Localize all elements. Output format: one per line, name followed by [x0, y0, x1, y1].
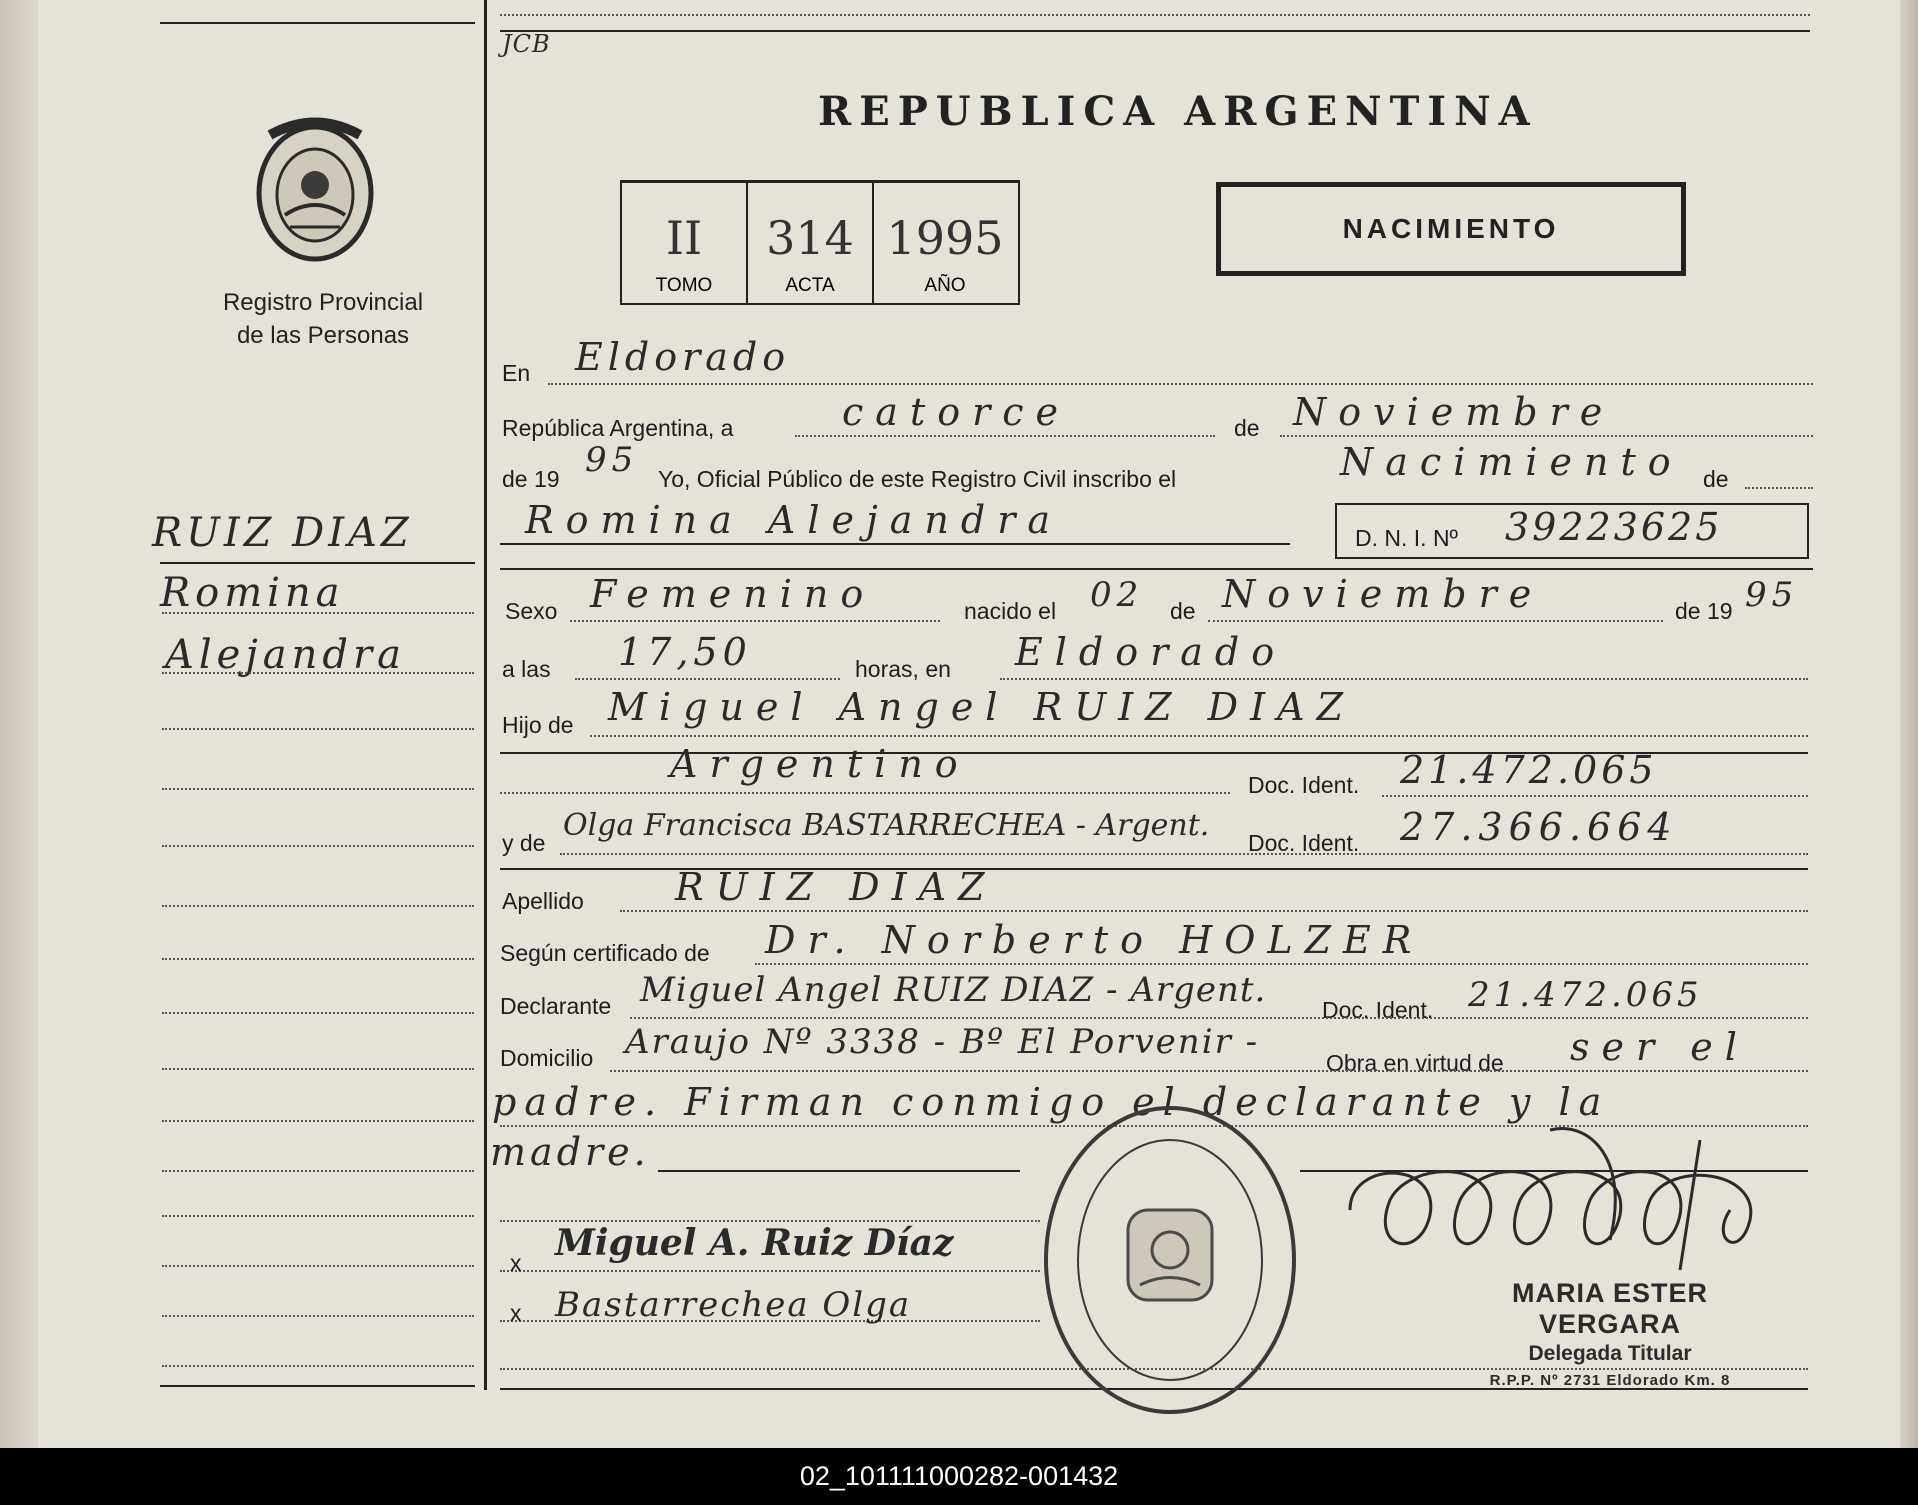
declarante-value: Miguel Angel RUIZ DIAZ - Argent.: [640, 970, 1267, 1010]
year-prefix: de 19: [502, 466, 560, 492]
acta-value: 314: [766, 211, 854, 265]
declarante-doc: 21.472.065: [1468, 975, 1703, 1015]
oficial-text: Yo, Oficial Público de este Registro Civil inscribo el: [658, 466, 1177, 492]
year-registered: 95: [585, 440, 639, 480]
doc-label-mother: Doc. Ident.: [1248, 830, 1360, 856]
dni-label: D. N. I. Nº: [1355, 525, 1458, 551]
acta-cell: [748, 183, 874, 303]
officer-signature-icon: [1330, 1120, 1810, 1290]
act-type-line: [1745, 487, 1813, 489]
en-value: Eldorado: [575, 335, 791, 379]
left-surname-rule: [160, 562, 475, 564]
day-line: [795, 435, 1215, 437]
left-dotted-15: [162, 1365, 474, 1367]
registry-name: [190, 286, 456, 352]
en-line: [548, 383, 1813, 385]
birth-day: 02: [1090, 575, 1144, 615]
left-dotted-5: [162, 845, 474, 847]
republica-label: República Argentina, a: [502, 415, 734, 441]
left-dotted-3: [162, 728, 474, 730]
cert-value: Dr. Norberto HOLZER: [765, 918, 1424, 962]
apellido-value: RUIZ DIAZ: [675, 865, 997, 909]
father-name-line: [590, 735, 1808, 737]
anio-value: 1995: [886, 211, 1004, 265]
birth-year: 95: [1745, 575, 1799, 615]
de-label-1: de: [1234, 415, 1260, 441]
free-line-5: [500, 1270, 1040, 1272]
officer-role: Delegada Titular: [1528, 1342, 1692, 1365]
month-registered: Noviembre: [1293, 390, 1615, 434]
signature-father: Miguel A. Ruiz Díaz: [555, 1222, 954, 1264]
left-dotted-12: [162, 1215, 474, 1217]
officer-block: [1440, 1278, 1780, 1389]
x-mark-1: x: [510, 1250, 522, 1276]
official-stamp-icon: [1040, 1100, 1300, 1420]
father-name: Miguel Angel RUIZ DIAZ: [608, 685, 1355, 729]
free-text-line-2: padre. Firman conmigo el declarante y la: [492, 1080, 1610, 1124]
apellido-label: Apellido: [502, 888, 584, 914]
nacido-label: nacido el: [964, 598, 1057, 624]
top-dotted-rule: [500, 14, 1810, 16]
father-nat-line: [500, 792, 1230, 794]
birth-time-line: [575, 678, 840, 680]
cert-line: [755, 963, 1808, 965]
birth-month: Noviembre: [1222, 572, 1544, 616]
column-divider: [484, 0, 487, 1390]
sexo-line: [570, 620, 940, 622]
horas-label: horas, en: [855, 656, 951, 682]
anio-cell: [874, 183, 1016, 303]
tomo-label: TOMO: [655, 275, 713, 296]
apellido-line: [620, 910, 1808, 912]
signature-mother: Bastarrechea Olga: [555, 1285, 912, 1325]
doc-label-father: Doc. Ident.: [1248, 772, 1360, 798]
left-dotted-1: [162, 612, 474, 614]
hijo-label: Hijo de: [502, 712, 574, 738]
page-title: REPUBLICA ARGENTINA: [818, 88, 1538, 135]
birth-place: Eldorado: [1015, 630, 1287, 674]
mother-name: Olga Francisca BASTARRECHEA - Argent.: [563, 808, 1210, 843]
left-dotted-7: [162, 958, 474, 960]
left-dotted-13: [162, 1265, 474, 1267]
free-text-line-3: madre.: [490, 1130, 650, 1174]
section-rule: [500, 568, 1813, 570]
day-words: catorce: [842, 390, 1071, 434]
left-dotted-8: [162, 1012, 474, 1014]
record-type-box: NACIMIENTO: [1216, 182, 1686, 276]
x-mark-2: x: [510, 1300, 522, 1326]
act-type: Nacimiento: [1340, 440, 1683, 484]
registry-line-2: de las Personas: [236, 322, 410, 349]
sexo-value: Femenino: [590, 572, 876, 616]
left-dotted-9: [162, 1068, 474, 1070]
page-edge: [1900, 0, 1918, 1448]
obra-value: ser el: [1570, 1025, 1749, 1069]
tomo-cell: [622, 183, 748, 303]
domicilio-line: [610, 1070, 1808, 1072]
sexo-label: Sexo: [505, 598, 558, 624]
dni-value: 39223625: [1505, 505, 1723, 549]
left-dotted-14: [162, 1315, 474, 1317]
birth-time: 17,50: [618, 630, 752, 674]
top-rule: [500, 30, 1810, 32]
left-given-2: Alejandra: [165, 632, 406, 678]
child-name: Romina Alejandra: [525, 498, 1063, 542]
free-rule-3a: [658, 1170, 1020, 1172]
de-label-3: de: [1170, 598, 1196, 624]
left-dotted-10: [162, 1120, 474, 1122]
provincia-misiones-seal-icon: [250, 115, 380, 265]
left-surname: RUIZ DIAZ: [152, 510, 413, 556]
alas-label: a las: [502, 656, 551, 682]
left-dotted-4: [162, 788, 474, 790]
left-dotted-11: [162, 1170, 474, 1172]
tomo-value: II: [665, 211, 703, 265]
officer-name: MARIA ESTER VERGARA: [1511, 1278, 1708, 1339]
anio-label: AÑO: [924, 275, 966, 296]
obra-label: Obra en virtud de: [1326, 1050, 1504, 1076]
dni-box: [1335, 503, 1809, 559]
birth-month-line: [1208, 620, 1663, 622]
image-id-footer: 02_101111000282-001432: [0, 1448, 1918, 1505]
left-bottom-rule: [160, 1385, 475, 1387]
acta-label: ACTA: [785, 275, 835, 296]
cert-label: Según certificado de: [500, 940, 710, 966]
declarante-label: Declarante: [500, 993, 612, 1019]
father-doc-line: [1382, 795, 1808, 797]
child-name-rule: [500, 543, 1290, 545]
left-dotted-2: [162, 672, 474, 674]
declarante-line: [630, 1017, 1808, 1019]
de19-label: de 19: [1675, 598, 1733, 624]
month-line: [1280, 435, 1813, 437]
father-nationality: Argentino: [670, 742, 970, 786]
mother-line: [560, 853, 1808, 855]
father-doc: 21.472.065: [1400, 748, 1658, 792]
birth-place-line: [1000, 678, 1808, 680]
officer-registration: R.P.P. Nº 2731 Eldorado Km. 8: [1489, 1372, 1731, 1389]
page-binding-shadow: [0, 0, 38, 1448]
domicilio-value: Araujo Nº 3338 - Bº El Porvenir -: [625, 1022, 1260, 1062]
left-given-1: Romina: [160, 570, 345, 616]
registry-line-1: Registro Provincial: [222, 289, 424, 316]
doc-label-declarante: Doc. Ident.: [1322, 997, 1434, 1023]
tomo-acta-anio-box: [620, 180, 1020, 305]
mother-doc: 27.366.664: [1400, 805, 1678, 849]
initials: JCB: [502, 30, 551, 58]
en-label: En: [502, 360, 531, 386]
left-dotted-6: [162, 905, 474, 907]
domicilio-label: Domicilio: [500, 1045, 594, 1071]
left-top-rule: [160, 22, 475, 24]
de-label-2: de: [1703, 466, 1729, 492]
yde-label: y de: [502, 830, 546, 856]
